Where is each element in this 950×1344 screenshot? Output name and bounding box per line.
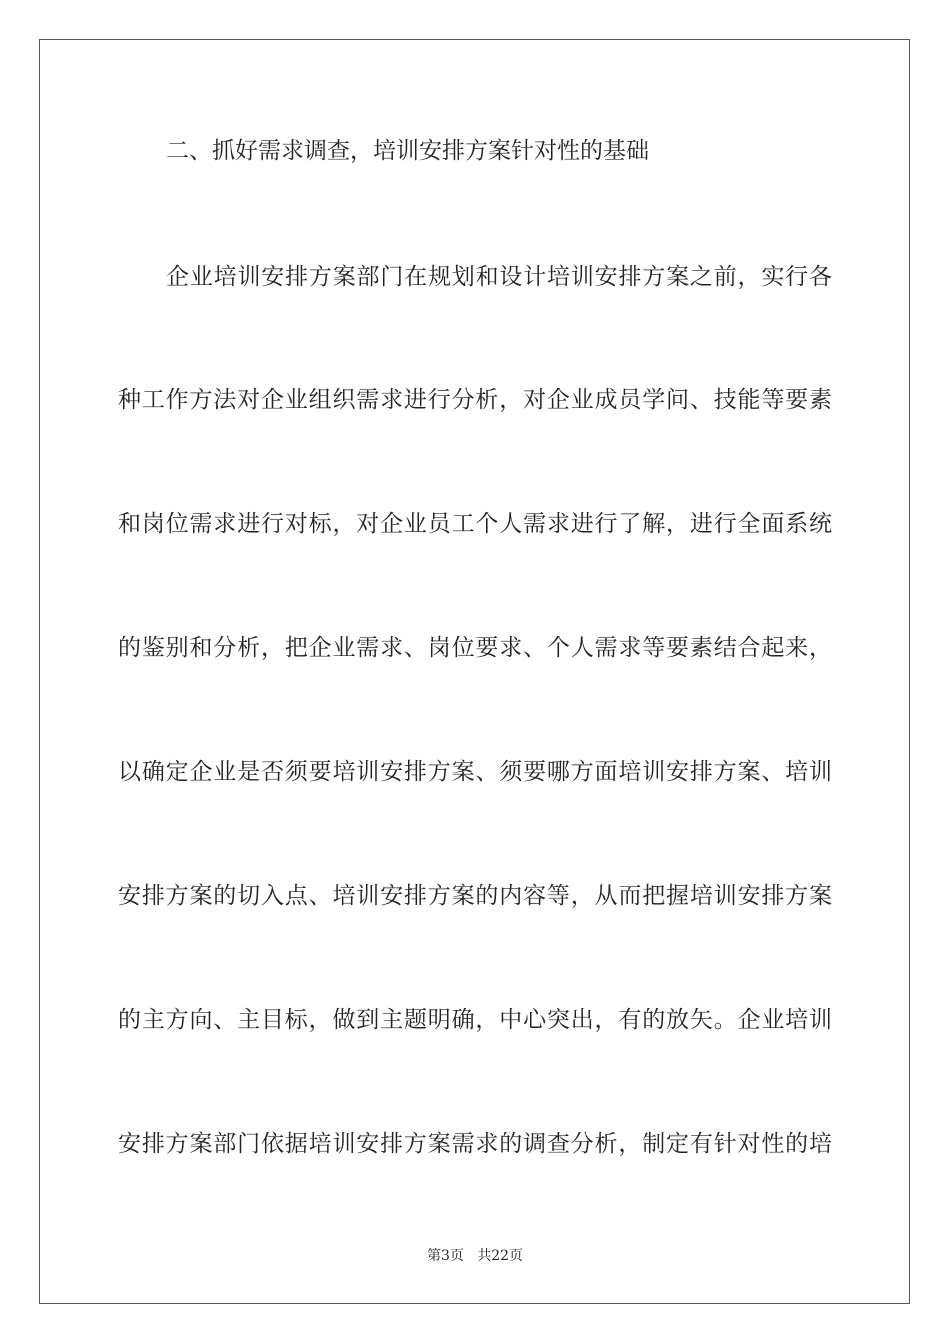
paragraph-line-2: 种工作方法对企业组织需求进行分析，对企业成员学问、技能等要素 bbox=[118, 387, 832, 413]
footer-page-prefix: 第 bbox=[426, 1248, 441, 1264]
paragraph-line-4: 的鉴别和分析，把企业需求、岗位要求、个人需求等要素结合起来， bbox=[118, 635, 832, 661]
paragraph-line-6: 安排方案的切入点、培训安排方案的内容等，从而把握培训安排方案 bbox=[118, 883, 832, 909]
paragraph-line-5: 以确定企业是否须要培训安排方案、须要哪方面培训安排方案、培训 bbox=[118, 759, 832, 785]
footer-total-pages: 22 bbox=[491, 1248, 510, 1264]
footer-page-unit: 页 bbox=[449, 1248, 464, 1264]
page-frame bbox=[39, 39, 910, 1304]
paragraph-line-3: 和岗位需求进行对标，对企业员工个人需求进行了解，进行全面系统 bbox=[118, 511, 832, 537]
section-heading: 二、抓好需求调查，培训安排方案针对性的基础 bbox=[166, 138, 649, 164]
footer-total-prefix: 共 bbox=[477, 1248, 492, 1264]
paragraph-line-7: 的主方向、主目标，做到主题明确，中心突出，有的放矢。企业培训 bbox=[118, 1007, 832, 1033]
footer-total-unit: 页 bbox=[509, 1248, 524, 1264]
footer-page-number: 3 bbox=[440, 1248, 450, 1264]
page-footer bbox=[0, 1247, 950, 1265]
paragraph-line-8: 安排方案部门依据培训安排方案需求的调查分析，制定有针对性的培 bbox=[118, 1131, 832, 1157]
paragraph-line-1: 企业培训安排方案部门在规划和设计培训安排方案之前，实行各 bbox=[166, 264, 832, 290]
